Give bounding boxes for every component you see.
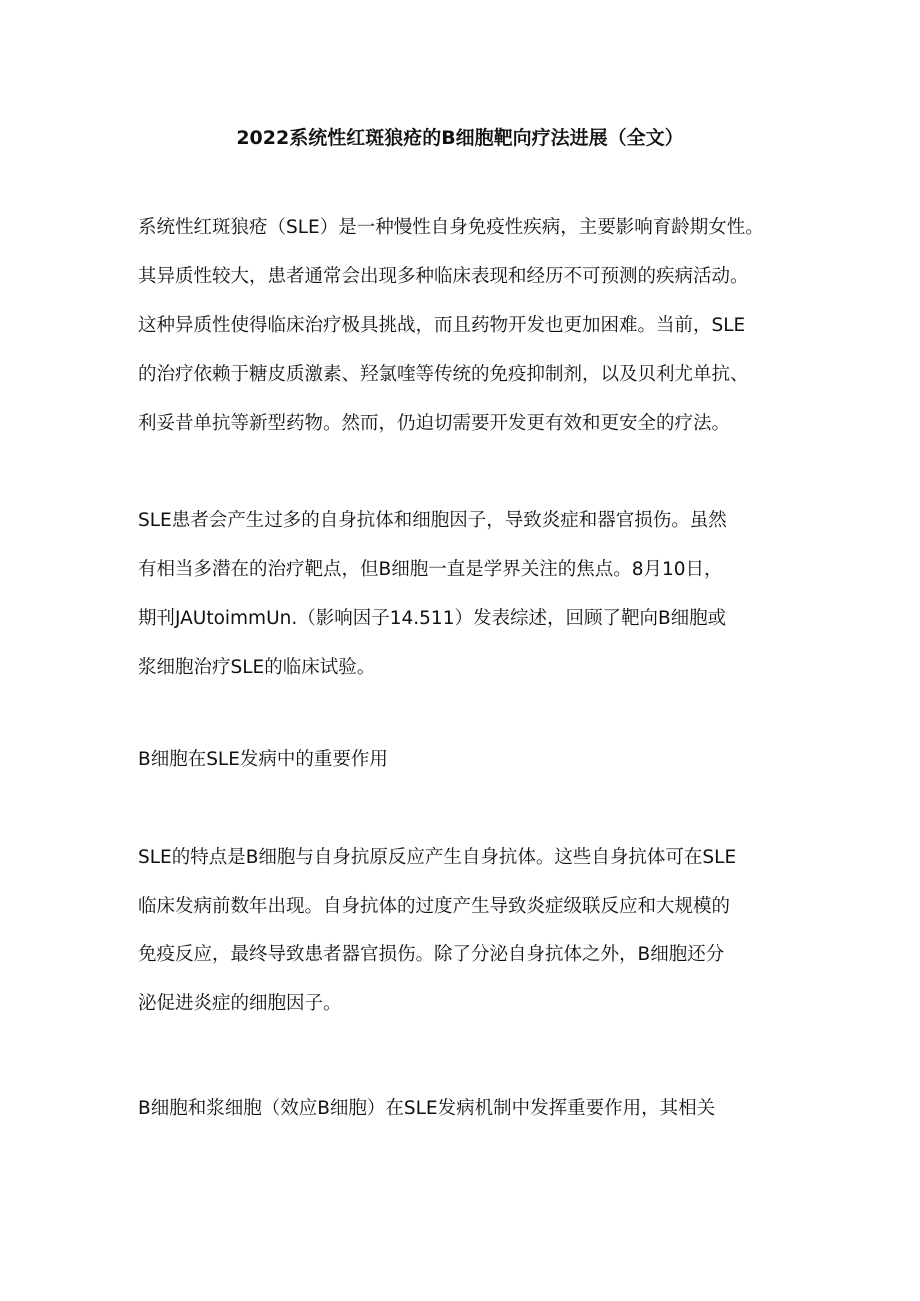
paragraph-4-line-1: B细胞和浆细胞（效应B细胞）在SLE发病机制中发挥重要作用，其相关 <box>138 1098 716 1119</box>
document-title: 2022系统性红斑狼疮的B细胞靶向疗法进展（全文） <box>236 127 684 149</box>
paragraph-2-line-2: 有相当多潜在的治疗靶点，但B细胞一直是学界关注的焦点。8月10日， <box>138 559 723 580</box>
paragraph-2-line-1: SLE患者会产生过多的自身抗体和细胞因子，导致炎症和器官损伤。虽然 <box>138 510 727 531</box>
paragraph-2-line-4: 浆细胞治疗SLE的临床试验。 <box>138 657 376 678</box>
paragraph-1-line-5: 利妥昔单抗等新型药物。然而，仍迫切需要开发更有效和更安全的疗法。 <box>138 413 731 434</box>
paragraph-1-line-1: 系统性红斑狼疮（SLE）是一种慢性自身免疫性疾病，主要影响育龄期女性。 <box>138 217 764 238</box>
section-heading: B细胞在SLE发病中的重要作用 <box>138 749 388 770</box>
paragraph-3-line-3: 免疫反应，最终导致患者器官损伤。除了分泌自身抗体之外，B细胞还分 <box>138 944 725 965</box>
paragraph-1-line-4: 的治疗依赖于糖皮质激素、羟氯喹等传统的免疫抑制剂，以及贝利尤单抗、 <box>138 364 749 385</box>
paragraph-1-line-3: 这种异质性使得临床治疗极具挑战，而且药物开发也更加困难。当前，SLE <box>138 315 746 336</box>
paragraph-3-line-2: 临床发病前数年出现。自身抗体的过度产生导致炎症级联反应和大规模的 <box>138 896 731 917</box>
paragraph-1-line-2: 其异质性较大，患者通常会出现多种临床表现和经历不可预测的疾病活动。 <box>138 266 749 287</box>
paragraph-3-line-1: SLE的特点是B细胞与自身抗原反应产生自身抗体。这些自身抗体可在SLE <box>138 847 737 868</box>
paragraph-3-line-4: 泌促进炎症的细胞因子。 <box>138 993 342 1014</box>
paragraph-2-line-3: 期刊JAUtoimmUn.（影响因子14.511）发表综述，回顾了靶向B细胞或 <box>138 608 727 629</box>
